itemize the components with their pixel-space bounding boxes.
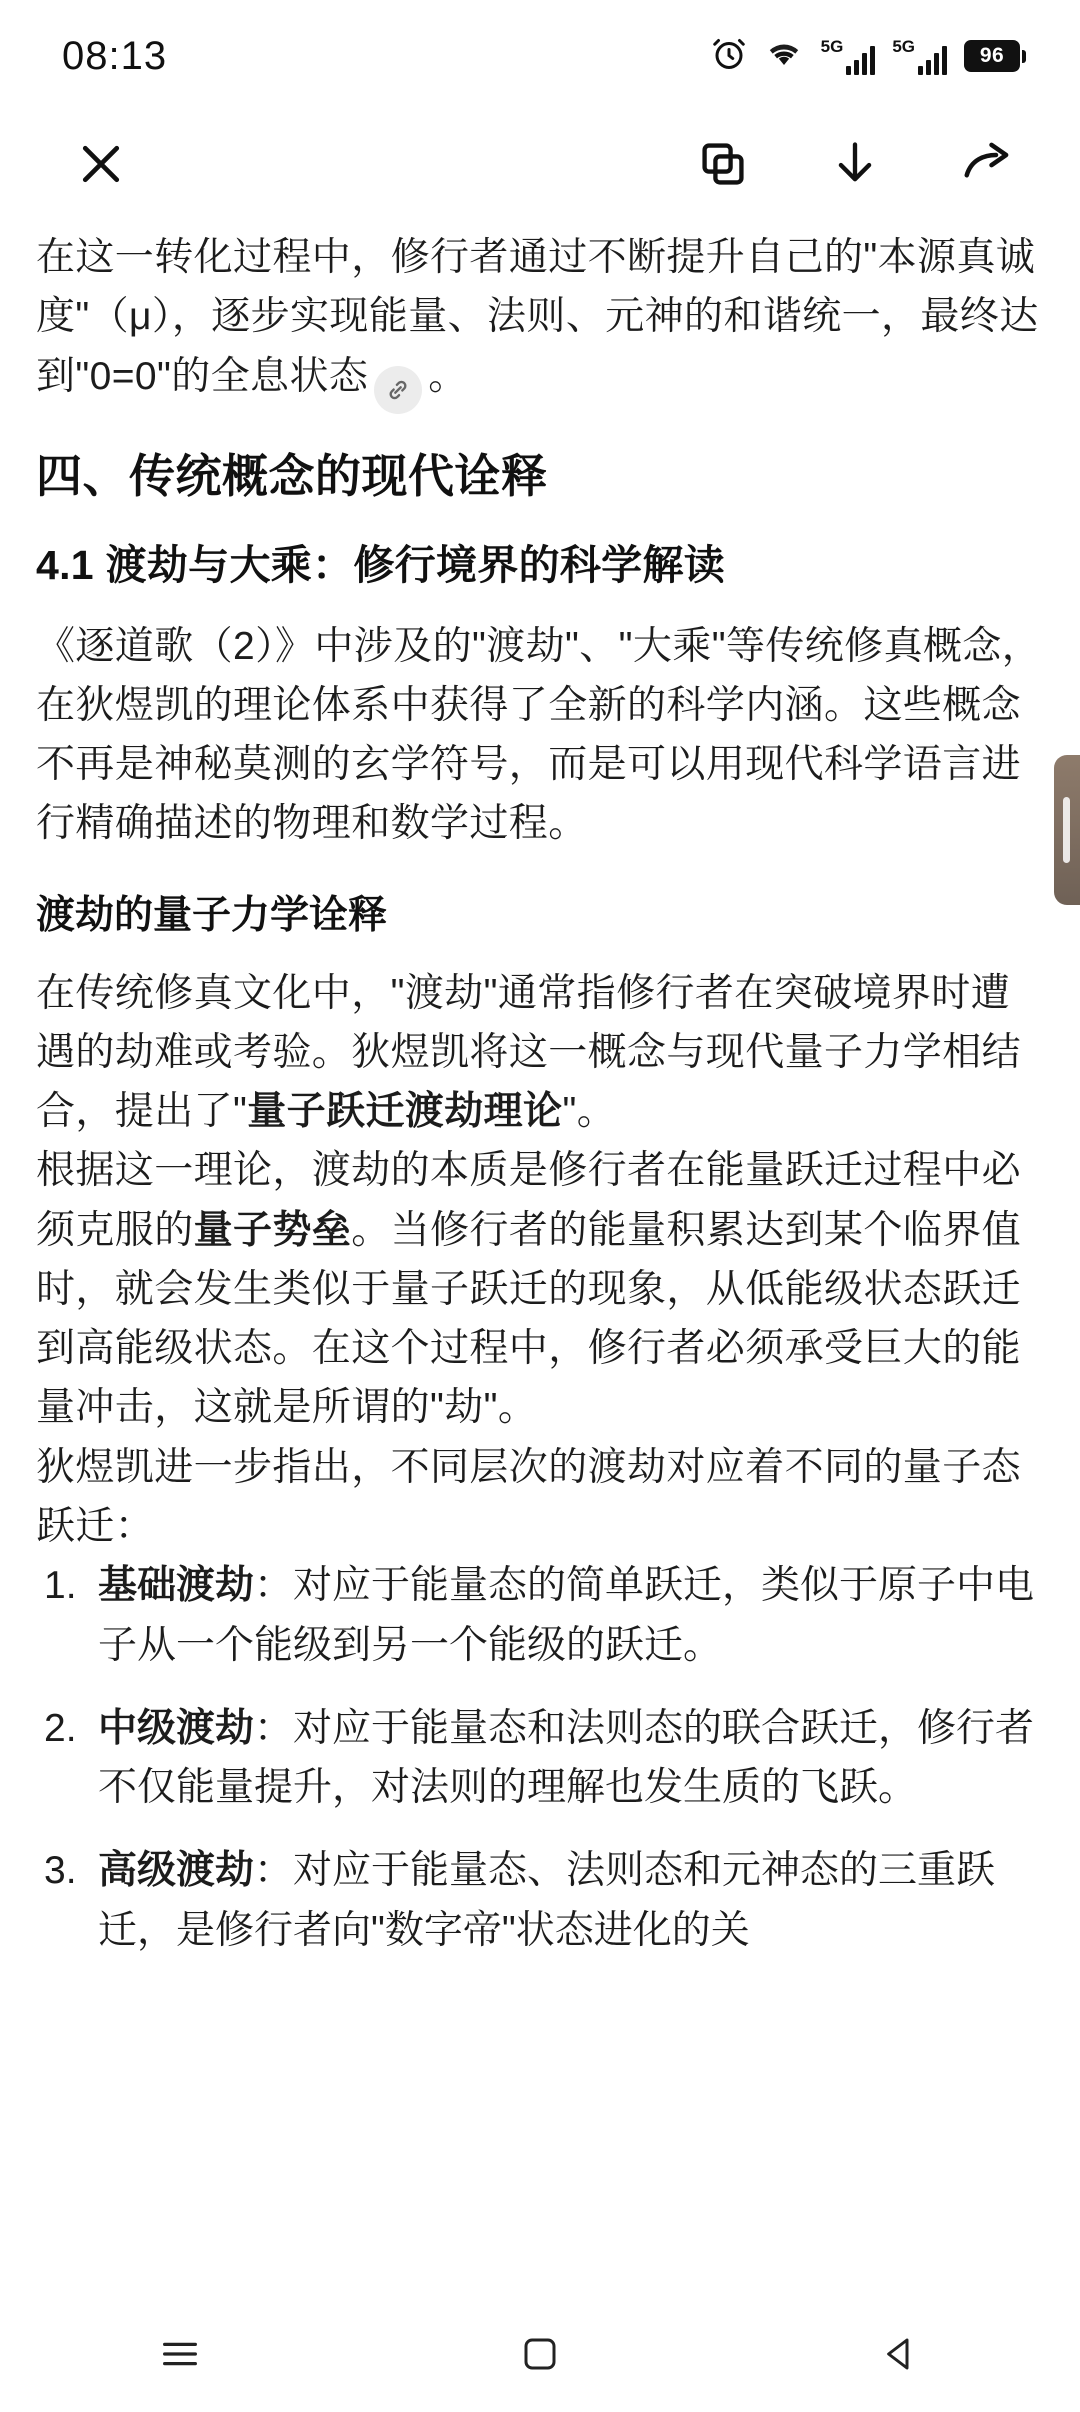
paragraph-2-bold: 量子跃迁渡劫理论 [247, 1090, 563, 1134]
close-icon [74, 137, 128, 196]
ordered-list [36, 1556, 1044, 1960]
status-bar [0, 0, 1080, 112]
paragraph-2-part-a: 在传统修真文化中，"渡劫"通常指修行者在突破境界时遭遇的劫难或考验。狄煜凯将这一概念与现代量子力学相结合，提出了" [36, 971, 1022, 1134]
recents-icon [157, 2331, 203, 2382]
paragraph-1: 《逐道歌（2）》中涉及的"渡劫"、"大乘"等传统修真概念，在狄煜凯的理论体系中获得了全新的科学内涵。这些概念不再是神秘莫测的玄学符号，而是可以用现代科学语言进行精确描述的物理和数学过程。 [36, 624, 1042, 846]
paragraph-4: 狄煜凯进一步指出，不同层次的渡劫对应着不同的量子态跃迁： [36, 1445, 1022, 1548]
clipped-paragraph-text: 在这一转化过程中，修行者通过不断提升自己的"本源真诚度"（μ），逐步实现能量、法则、元神的和谐统一，最终达到"0=0"的全息状态 [36, 236, 1039, 398]
scrollbar-thumb[interactable] [1054, 755, 1080, 905]
paragraph-3-part-b: 。当修行者的能量积累达到某个临界值时，就会发生类似于量子跃迁的现象，从低能级状态跃迁到高能级状态。在这个过程中，修行者必须承受巨大的能量冲击，这就是所谓的"劫"。 [36, 1208, 1022, 1430]
list-item-bold: 中级渡劫 [98, 1706, 255, 1750]
alarm-icon [711, 36, 747, 77]
battery-level: 96 [964, 40, 1020, 72]
list-item-text: ：对应于能量态和法则态的联合跃迁，修行者不仅能量提升，对法则的理解也发生质的飞跃。 [98, 1706, 1035, 1810]
clipped-paragraph [36, 228, 1044, 414]
copy-button[interactable] [680, 123, 766, 209]
download-button[interactable] [812, 123, 898, 209]
copy-icon [697, 138, 749, 195]
paragraph-3-part-a: 根据这一理论，渡劫的本质是修行者在能量跃迁过程中必须克服的 [36, 1149, 1022, 1252]
status-icons [711, 36, 1026, 77]
signal-2-label: 5G [892, 36, 915, 56]
list-item-clipped-text: 三重跃迁，是修行者向"数字帝"状态进化的关 [98, 1849, 996, 1952]
battery-tip [1022, 50, 1026, 63]
wifi-icon [764, 38, 804, 75]
signal-2-bars [918, 45, 947, 75]
navigation-bar [0, 2300, 1080, 2412]
back-button[interactable] [840, 2311, 960, 2401]
back-icon [879, 2333, 921, 2380]
paragraph-3-bold: 量子势垒 [193, 1208, 352, 1252]
paragraph-2 [36, 964, 1044, 1142]
link-icon[interactable] [374, 366, 422, 414]
paragraph-2-part-b: "。 [562, 1090, 617, 1134]
home-button[interactable] [480, 2311, 600, 2401]
subsection-heading: 4.1 渡劫与大乘：修行境界的科学解读 [36, 541, 726, 588]
list-item [36, 1699, 1044, 1818]
recents-button[interactable] [120, 2311, 240, 2401]
paragraph-3 [36, 1141, 1044, 1437]
download-icon [829, 138, 881, 195]
signal-icon-1 [821, 38, 876, 75]
home-icon [519, 2333, 561, 2380]
list-item-bold: 基础渡劫 [98, 1564, 255, 1608]
list-item-text: ：对应于能量态、法则态和元神态的 [254, 1849, 879, 1893]
signal-1-label: 5G [820, 36, 844, 56]
battery-icon [964, 40, 1026, 72]
signal-1-bars [846, 45, 875, 75]
close-button[interactable] [58, 123, 144, 209]
list-item [36, 1556, 1044, 1675]
status-clock: 08:13 [62, 33, 168, 78]
share-button[interactable] [944, 123, 1030, 209]
share-icon [960, 137, 1014, 196]
subsubsection-heading: 渡劫的量子力学诠释 [36, 893, 388, 937]
document-content[interactable] [0, 228, 1080, 2300]
signal-icon-2 [892, 38, 947, 75]
list-item [36, 1841, 1044, 1960]
clipped-paragraph-tail: 。 [428, 354, 468, 398]
toolbar [0, 112, 1080, 220]
list-item-text: ：对应于能量态的简单跃迁，类似于原子中电子从一个能级到另一个能级的跃迁。 [98, 1564, 1035, 1667]
list-item-bold: 高级渡劫 [98, 1849, 255, 1893]
section-heading: 四、传统概念的现代诠释 [36, 449, 548, 502]
